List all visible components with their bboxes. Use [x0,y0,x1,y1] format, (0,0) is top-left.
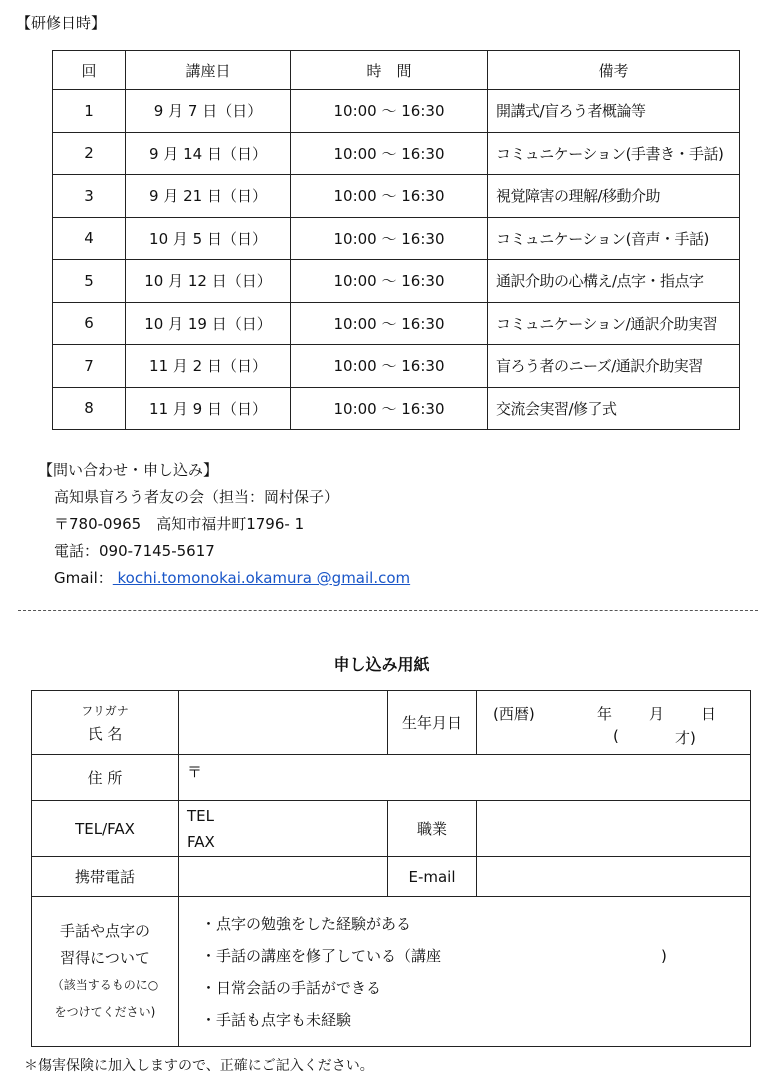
year-label: 年 [597,704,613,723]
birth-input[interactable] [477,691,751,755]
row-date: 10 月 12 日（日） [126,260,291,303]
schedule-row [53,345,740,388]
schedule-table [52,50,740,430]
row-date: 9 月 21 日（日） [126,175,291,218]
job-label: 職業 [388,801,477,857]
row-no: 3 [53,175,126,218]
row-time: 10:00 ～ 16:30 [291,90,488,133]
footer-note: ＊傷害保険に加入しますので、正確にご記入ください。 [24,1058,374,1074]
form-row-skills [32,897,751,1047]
row-time: 10:00 ～ 16:30 [291,345,488,388]
row-date: 10 月 19 日（日） [126,302,291,345]
form-title: 申し込み用紙 [333,655,430,674]
row-note: コミュニケーション(音声・手話) [488,217,740,260]
row-note: 視覚障害の理解/移動介助 [488,175,740,218]
row-note: 開講式/盲ろう者概論等 [488,90,740,133]
row-no: 5 [53,260,126,303]
gmail-link[interactable]: kochi.tomonokai.okamura @gmail.com [112,569,411,587]
skill-option-4[interactable]: ・手話も点字も未経験 [201,1010,352,1029]
form-row-name [32,691,751,755]
contact-address: 〒780-0965 高知市福井町1796- 1 [54,515,305,533]
schedule-row [53,302,740,345]
form-row-address [32,755,751,801]
skills-label-cell [32,897,179,1047]
email-label: E-mail [388,857,477,897]
skill-option-2[interactable] [201,940,750,972]
skills-label-3: （該当するものに○ [51,977,159,992]
skill-option-2-text: ・手話の講座を修了している（講座 [201,946,442,965]
mobile-input[interactable] [179,857,388,897]
row-time: 10:00 ～ 16:30 [291,260,488,303]
row-time: 10:00 ～ 16:30 [291,217,488,260]
row-date: 11 月 9 日（日） [126,387,291,430]
fax-label: FAX [187,832,215,851]
contact-block [38,457,410,592]
row-no: 4 [53,217,126,260]
contact-title: 【問い合わせ・申し込み】 [38,461,219,479]
telfax-label: TEL/FAX [32,801,179,857]
row-date: 10 月 5 日（日） [126,217,291,260]
row-no: 8 [53,387,126,430]
header-date: 講座日 [126,51,291,90]
row-no: 6 [53,302,126,345]
skill-option-2-close: ) [661,946,667,965]
schedule-row [53,217,740,260]
form-row-telfax [32,801,751,857]
row-note: 盲ろう者のニーズ/通訳介助実習 [488,345,740,388]
schedule-row [53,175,740,218]
age-open: ( [613,726,619,745]
skills-options[interactable] [179,897,751,1047]
gmail-label: Gmail： [54,569,113,587]
row-no: 2 [53,132,126,175]
age-close: 才) [675,728,696,747]
row-note: コミュニケーション(手書き・手話) [488,132,740,175]
application-form [31,690,751,1047]
name-input[interactable] [179,691,388,755]
contact-org: 高知県盲ろう者友の会（担当：岡村保子） [54,488,340,506]
job-input[interactable] [477,801,751,857]
row-note: コミュニケーション/通訳介助実習 [488,302,740,345]
mobile-label: 携帯電話 [32,857,179,897]
tel-label: TEL [187,806,214,825]
schedule-row [53,90,740,133]
header-time: 時 間 [291,51,488,90]
contact-phone: 電話：090-7145-5617 [54,542,215,560]
cut-line [18,610,758,611]
row-note: 通訳介助の心構え/点字・指点字 [488,260,740,303]
address-label: 住 所 [32,755,179,801]
skills-label-1: 手話や点字の [59,921,150,940]
address-input[interactable] [179,755,751,801]
form-row-mobile [32,857,751,897]
schedule-row [53,387,740,430]
row-date: 11 月 2 日（日） [126,345,291,388]
name-label-cell [32,691,179,755]
row-time: 10:00 ～ 16:30 [291,175,488,218]
seireki-label: (西暦) [493,704,535,723]
name-label: 氏 名 [87,724,123,743]
row-time: 10:00 ～ 16:30 [291,302,488,345]
row-date: 9 月 14 日（日） [126,132,291,175]
header-note: 備考 [488,51,740,90]
row-no: 7 [53,345,126,388]
row-time: 10:00 ～ 16:30 [291,387,488,430]
month-label: 月 [649,704,665,723]
schedule-header-row [53,51,740,90]
row-time: 10:00 ～ 16:30 [291,132,488,175]
schedule-body [53,90,740,430]
email-input[interactable] [477,857,751,897]
header-no: 回 [53,51,126,90]
skill-option-1[interactable]: ・点字の勉強をした経験がある [201,914,412,933]
furigana-label: フリガナ [81,703,129,718]
row-date: 9 月 7 日（日） [126,90,291,133]
skills-label-4: をつけてください) [54,1004,156,1019]
row-note: 交流会実習/修了式 [488,387,740,430]
contact-gmail-line [38,565,410,592]
skills-label-2: 習得について [60,948,150,967]
day-label: 日 [701,704,717,723]
birth-label: 生年月日 [388,691,477,755]
telfax-input[interactable] [179,801,388,857]
schedule-row [53,260,740,303]
row-no: 1 [53,90,126,133]
postal-mark: 〒 [187,763,203,781]
section-title: 【研修日時】 [16,14,107,32]
skill-option-3[interactable]: ・日常会話の手話ができる [201,978,382,997]
schedule-row [53,132,740,175]
